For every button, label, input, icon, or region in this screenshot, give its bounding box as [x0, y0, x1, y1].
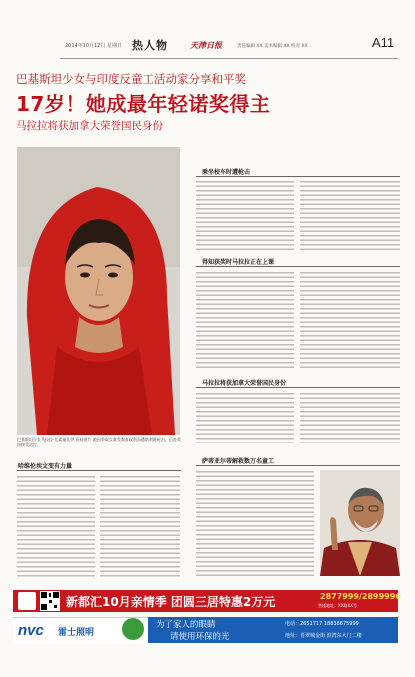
- section-title-left: 哈维伦埃文变有力量: [18, 463, 73, 470]
- ad-slogan-line2: 请使用环保的光: [170, 632, 230, 642]
- header-divider: [60, 58, 398, 59]
- satyarthi-photo: [320, 470, 400, 576]
- section-rule: [196, 176, 400, 177]
- ad-telephone: 电话：2651717 18836675999: [285, 621, 359, 627]
- ad-address: 售楼地址：XX路XX号: [318, 603, 357, 608]
- section-title-canada: 马拉拉将获加拿大荣誉国民身份: [202, 380, 287, 387]
- brand-name: 雷士照明: [58, 628, 95, 638]
- section-rule: [17, 470, 181, 471]
- article-text-block: [300, 272, 400, 368]
- article-text-block: [196, 393, 294, 443]
- section-rule: [196, 465, 400, 466]
- article-text-block: [100, 476, 180, 578]
- article-text-block: [300, 393, 400, 443]
- newspaper-logo: 天津日报: [190, 41, 222, 50]
- section-title-shot: 乘坐校车时遭枪击: [202, 169, 251, 176]
- qr-code-icon: [40, 591, 60, 611]
- ad-phone: 2877999/2899996: [320, 592, 401, 601]
- photo-caption: 巴基斯坦少女马拉拉·尤素福扎伊 资料图片 她因争取女童受教育权利而遭塔利班枪击，后赴英国接受治疗。: [17, 437, 181, 447]
- article-text-block: [196, 181, 294, 251]
- ad-logo-icon: [18, 592, 36, 610]
- section-title-in-class: 得知获奖时马拉拉正在上课: [202, 259, 275, 266]
- headline: 17岁！她成最年轻诺奖得主: [16, 92, 271, 116]
- section-name: 热人物: [132, 39, 168, 52]
- ad-store-address: 地址：晋翠城金街 滨湾东大门二楼: [285, 633, 362, 639]
- section-rule: [196, 266, 400, 267]
- issue-date: 2014年10月12日 星期日: [65, 43, 123, 49]
- article-text-block: [300, 181, 400, 251]
- article-text-block: [17, 476, 95, 578]
- section-rule: [196, 387, 400, 388]
- subheadline: 马拉拉将获加拿大荣誉国民身份: [16, 120, 163, 132]
- portrait-photo: [17, 147, 180, 435]
- page-number: A11: [372, 35, 395, 50]
- ad-headline: 新都汇10月亲情季 团圆三居特惠2万元: [66, 595, 276, 609]
- article-text-block: [196, 471, 314, 577]
- brand-logo: nvc: [18, 622, 44, 639]
- section-title-satyarthi: 萨蒂亚尔蒂解救数万名童工: [202, 458, 275, 465]
- ad-slogan-line1: 为了家人的眼睛: [156, 620, 216, 630]
- kicker: 巴基斯坦少女与印度反童工活动家分享和平奖: [16, 72, 246, 86]
- editor-credits: 责任编辑 XX 美术编辑 XX 校对 XX: [237, 44, 308, 49]
- article-text-block: [196, 272, 294, 368]
- eco-badge-icon: [122, 618, 144, 640]
